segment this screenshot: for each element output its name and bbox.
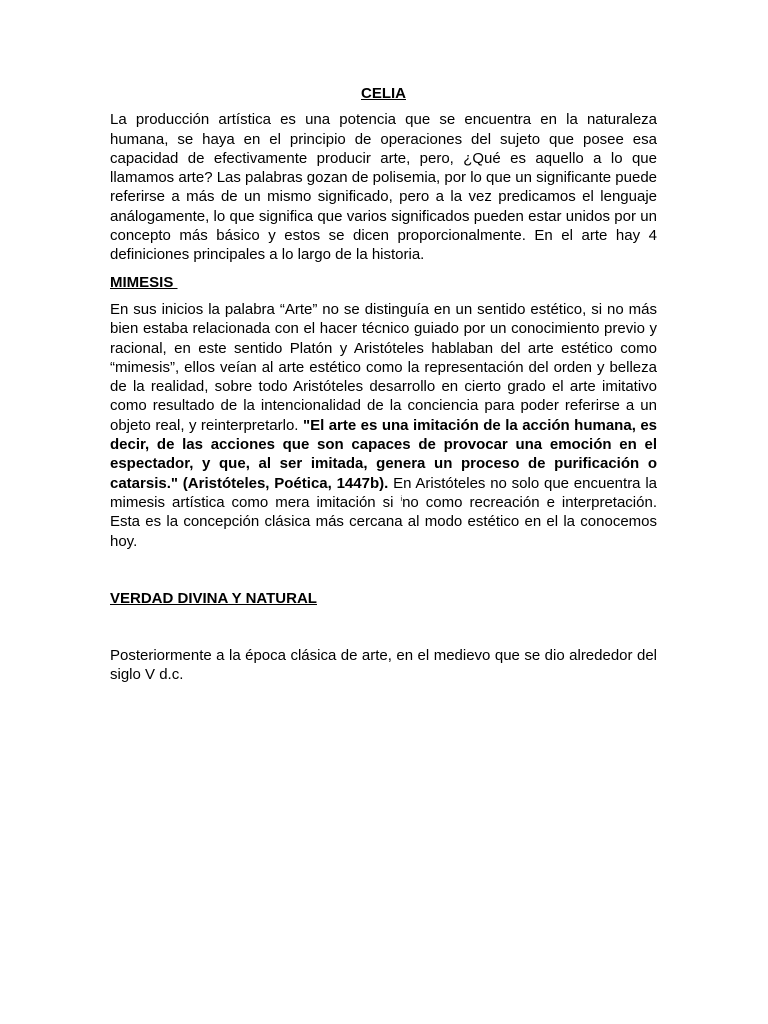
mimesis-text-end: no como recreación e interpretación. Esta es la concepción clásica más cercana al modo estético en el la conocemos hoy. xyxy=(110,493,657,550)
spacer xyxy=(110,292,657,300)
spacer xyxy=(110,551,657,589)
document-page xyxy=(110,84,657,685)
verdad-paragraph: Posteriormente a la época clásica de arte, en el medievo que se dio alrededor del siglo V d.c. xyxy=(110,647,657,684)
spacer xyxy=(110,265,657,273)
document-title: CELIA xyxy=(361,85,406,102)
spacer xyxy=(110,608,657,646)
aristotle-quote: "El arte es una imitación de la acción humana, es decir, de las acciones que son capaces de provocar una emoción en el espectador, y que, al ser imitada, genera un proceso de purificación o catarsis." (Aristóteles, Poética, 1447b). xyxy=(110,416,658,492)
footnote-mark[interactable]: i xyxy=(400,495,403,503)
section-heading-mimesis: MIMESIS xyxy=(110,273,178,291)
mimesis-paragraph xyxy=(110,300,657,551)
section-heading-verdad: VERDAD DIVINA Y NATURAL xyxy=(110,589,317,607)
mimesis-text-start: En sus inicios la palabra “Arte” no se distinguía en un sentido estético, si no más bien estaba relacionada con el hacer técnico guiado por un conocimiento previo y racional, en este sentido Platón y Aristóteles hablaban del arte estético como “mimesis”, ellos veían al arte estético como la representación del orden y belleza de la realidad, sobre todo Aristóteles desarrollo en cierto grado el arte imitativo como resultado de la intencionalidad de la conciencia para poder referirse a un objeto real, y reinterpretarlo. xyxy=(110,300,657,434)
intro-paragraph: La producción artística es una potencia que se encuentra en la naturaleza humana, se haya en el principio de operaciones del sujeto que posee esa capacidad de efectivamente producir arte, pero, ¿Qué es aquello a lo que llamamos arte? Las palabras gozan de polisemia, por lo que un significante puede referirse a más de un mismo significado, pero a la vez predicamos el lenguaje análogamente, lo que significa que varios significados pueden estar unidos por un concepto más básico y estos se dicen proporcionalmente. En el arte hay 4 definiciones principales a lo largo de la historia. xyxy=(110,111,658,264)
mimesis-text-mid: En Aristóteles no solo que encuentra la mimesis artística como mera imitación si xyxy=(110,474,657,511)
